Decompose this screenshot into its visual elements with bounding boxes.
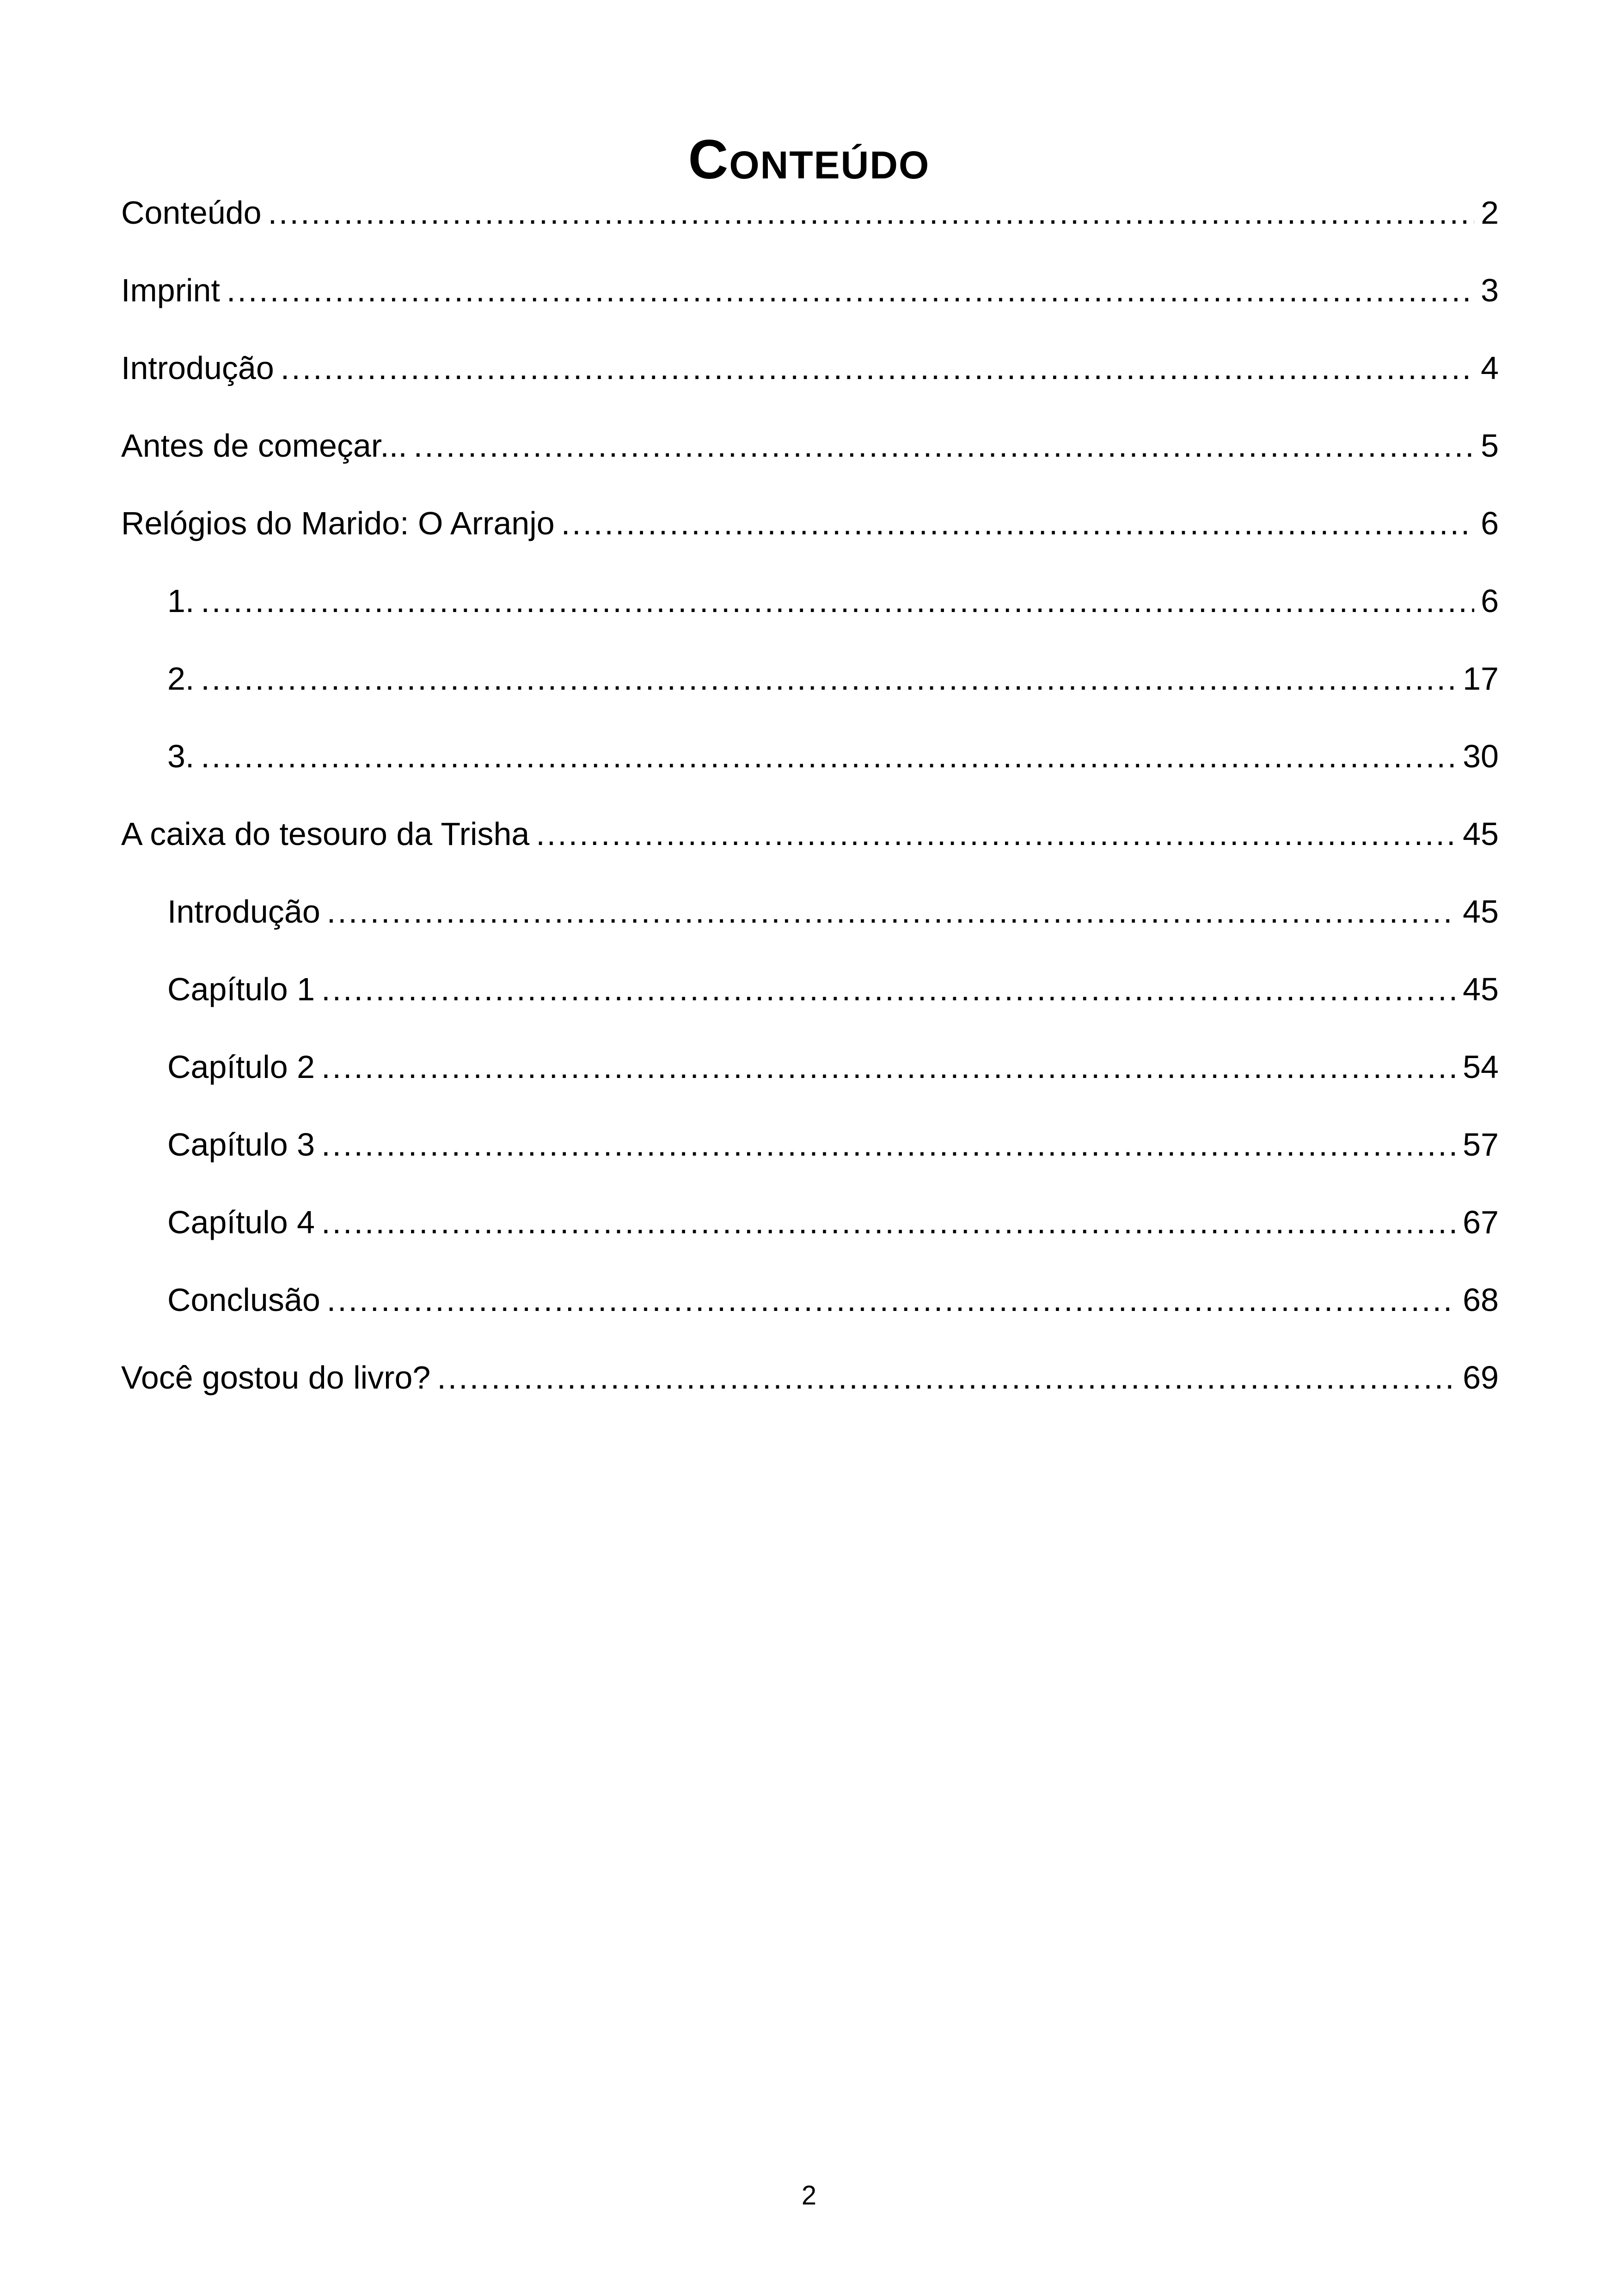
toc-entry[interactable] bbox=[121, 416, 1499, 493]
toc-dot-leader bbox=[561, 493, 1474, 553]
toc-dot-leader bbox=[327, 882, 1456, 942]
toc-entry-label: Capítulo 2 bbox=[167, 1049, 315, 1085]
toc-dot-leader bbox=[321, 1192, 1456, 1252]
toc-entry-label: Introdução bbox=[167, 894, 320, 930]
toc-entry-page: 17 bbox=[1463, 661, 1499, 697]
toc-entry-page: 69 bbox=[1463, 1359, 1499, 1396]
toc-entry-label: A caixa do tesouro da Trisha bbox=[121, 816, 530, 852]
toc-dot-leader bbox=[321, 1037, 1456, 1097]
toc-entry-page: 2 bbox=[1481, 195, 1499, 231]
toc-entry-label: Você gostou do livro? bbox=[121, 1359, 431, 1396]
toc-entry-label: 1. bbox=[167, 583, 195, 619]
toc-dot-leader bbox=[201, 649, 1456, 709]
toc-entry-label: Relógios do Marido: O Arranjo bbox=[121, 505, 555, 541]
toc-dot-leader bbox=[201, 726, 1456, 786]
toc-subentry[interactable] bbox=[121, 571, 1499, 649]
toc-entry[interactable] bbox=[121, 804, 1499, 882]
toc-entry-page: 6 bbox=[1481, 583, 1499, 619]
toc-dot-leader bbox=[414, 416, 1474, 476]
toc-entry-page: 45 bbox=[1463, 971, 1499, 1007]
toc-entry[interactable] bbox=[121, 260, 1499, 338]
toc-entry-label: Capítulo 4 bbox=[167, 1204, 315, 1240]
toc-subentry[interactable] bbox=[121, 1037, 1499, 1114]
toc-dot-leader bbox=[281, 338, 1474, 398]
toc-entry-label: 2. bbox=[167, 661, 195, 697]
toc-entry-label: Capítulo 3 bbox=[167, 1127, 315, 1163]
toc-subentry[interactable] bbox=[121, 649, 1499, 726]
toc-entry[interactable] bbox=[121, 338, 1499, 416]
toc-dot-leader bbox=[321, 1114, 1456, 1175]
toc-entry-label: Conclusão bbox=[167, 1282, 320, 1318]
toc-entry-page: 30 bbox=[1463, 738, 1499, 774]
toc-dot-leader bbox=[327, 1270, 1456, 1330]
toc-entry-page: 68 bbox=[1463, 1282, 1499, 1318]
toc-entry-page: 45 bbox=[1463, 816, 1499, 852]
toc-subentry[interactable] bbox=[121, 959, 1499, 1037]
toc-entry-page: 5 bbox=[1481, 428, 1499, 464]
toc-entry-label: Conteúdo bbox=[121, 195, 262, 231]
page-number: 2 bbox=[801, 2180, 817, 2210]
toc-entry-label: Antes de começar... bbox=[121, 428, 407, 464]
toc-entry[interactable] bbox=[121, 493, 1499, 571]
toc-subentry[interactable] bbox=[121, 726, 1499, 804]
toc-dot-leader bbox=[536, 804, 1456, 864]
page-title: Conteúdo bbox=[688, 129, 930, 191]
toc-entry-page: 67 bbox=[1463, 1204, 1499, 1240]
toc-dot-leader bbox=[268, 183, 1474, 243]
toc-subentry[interactable] bbox=[121, 1114, 1499, 1192]
toc-dot-leader bbox=[201, 571, 1474, 631]
toc-dot-leader bbox=[437, 1347, 1456, 1408]
toc-entry[interactable] bbox=[121, 183, 1499, 260]
toc-entry[interactable] bbox=[121, 1347, 1499, 1425]
toc-entry-page: 4 bbox=[1481, 350, 1499, 386]
toc-subentry[interactable] bbox=[121, 1270, 1499, 1347]
toc-entry-page: 45 bbox=[1463, 894, 1499, 930]
toc-entry-label: Imprint bbox=[121, 272, 220, 308]
toc-entry-page: 54 bbox=[1463, 1049, 1499, 1085]
toc-dot-leader bbox=[321, 959, 1456, 1019]
toc-entry-label: Introdução bbox=[121, 350, 274, 386]
toc-subentry[interactable] bbox=[121, 1192, 1499, 1270]
toc-entry-page: 6 bbox=[1481, 505, 1499, 541]
toc-dot-leader bbox=[227, 260, 1474, 320]
toc-entry-label: 3. bbox=[167, 738, 195, 774]
toc-subentry[interactable] bbox=[121, 882, 1499, 959]
table-of-contents bbox=[121, 183, 1499, 1425]
toc-entry-page: 3 bbox=[1481, 272, 1499, 308]
toc-entry-page: 57 bbox=[1463, 1127, 1499, 1163]
toc-entry-label: Capítulo 1 bbox=[167, 971, 315, 1007]
